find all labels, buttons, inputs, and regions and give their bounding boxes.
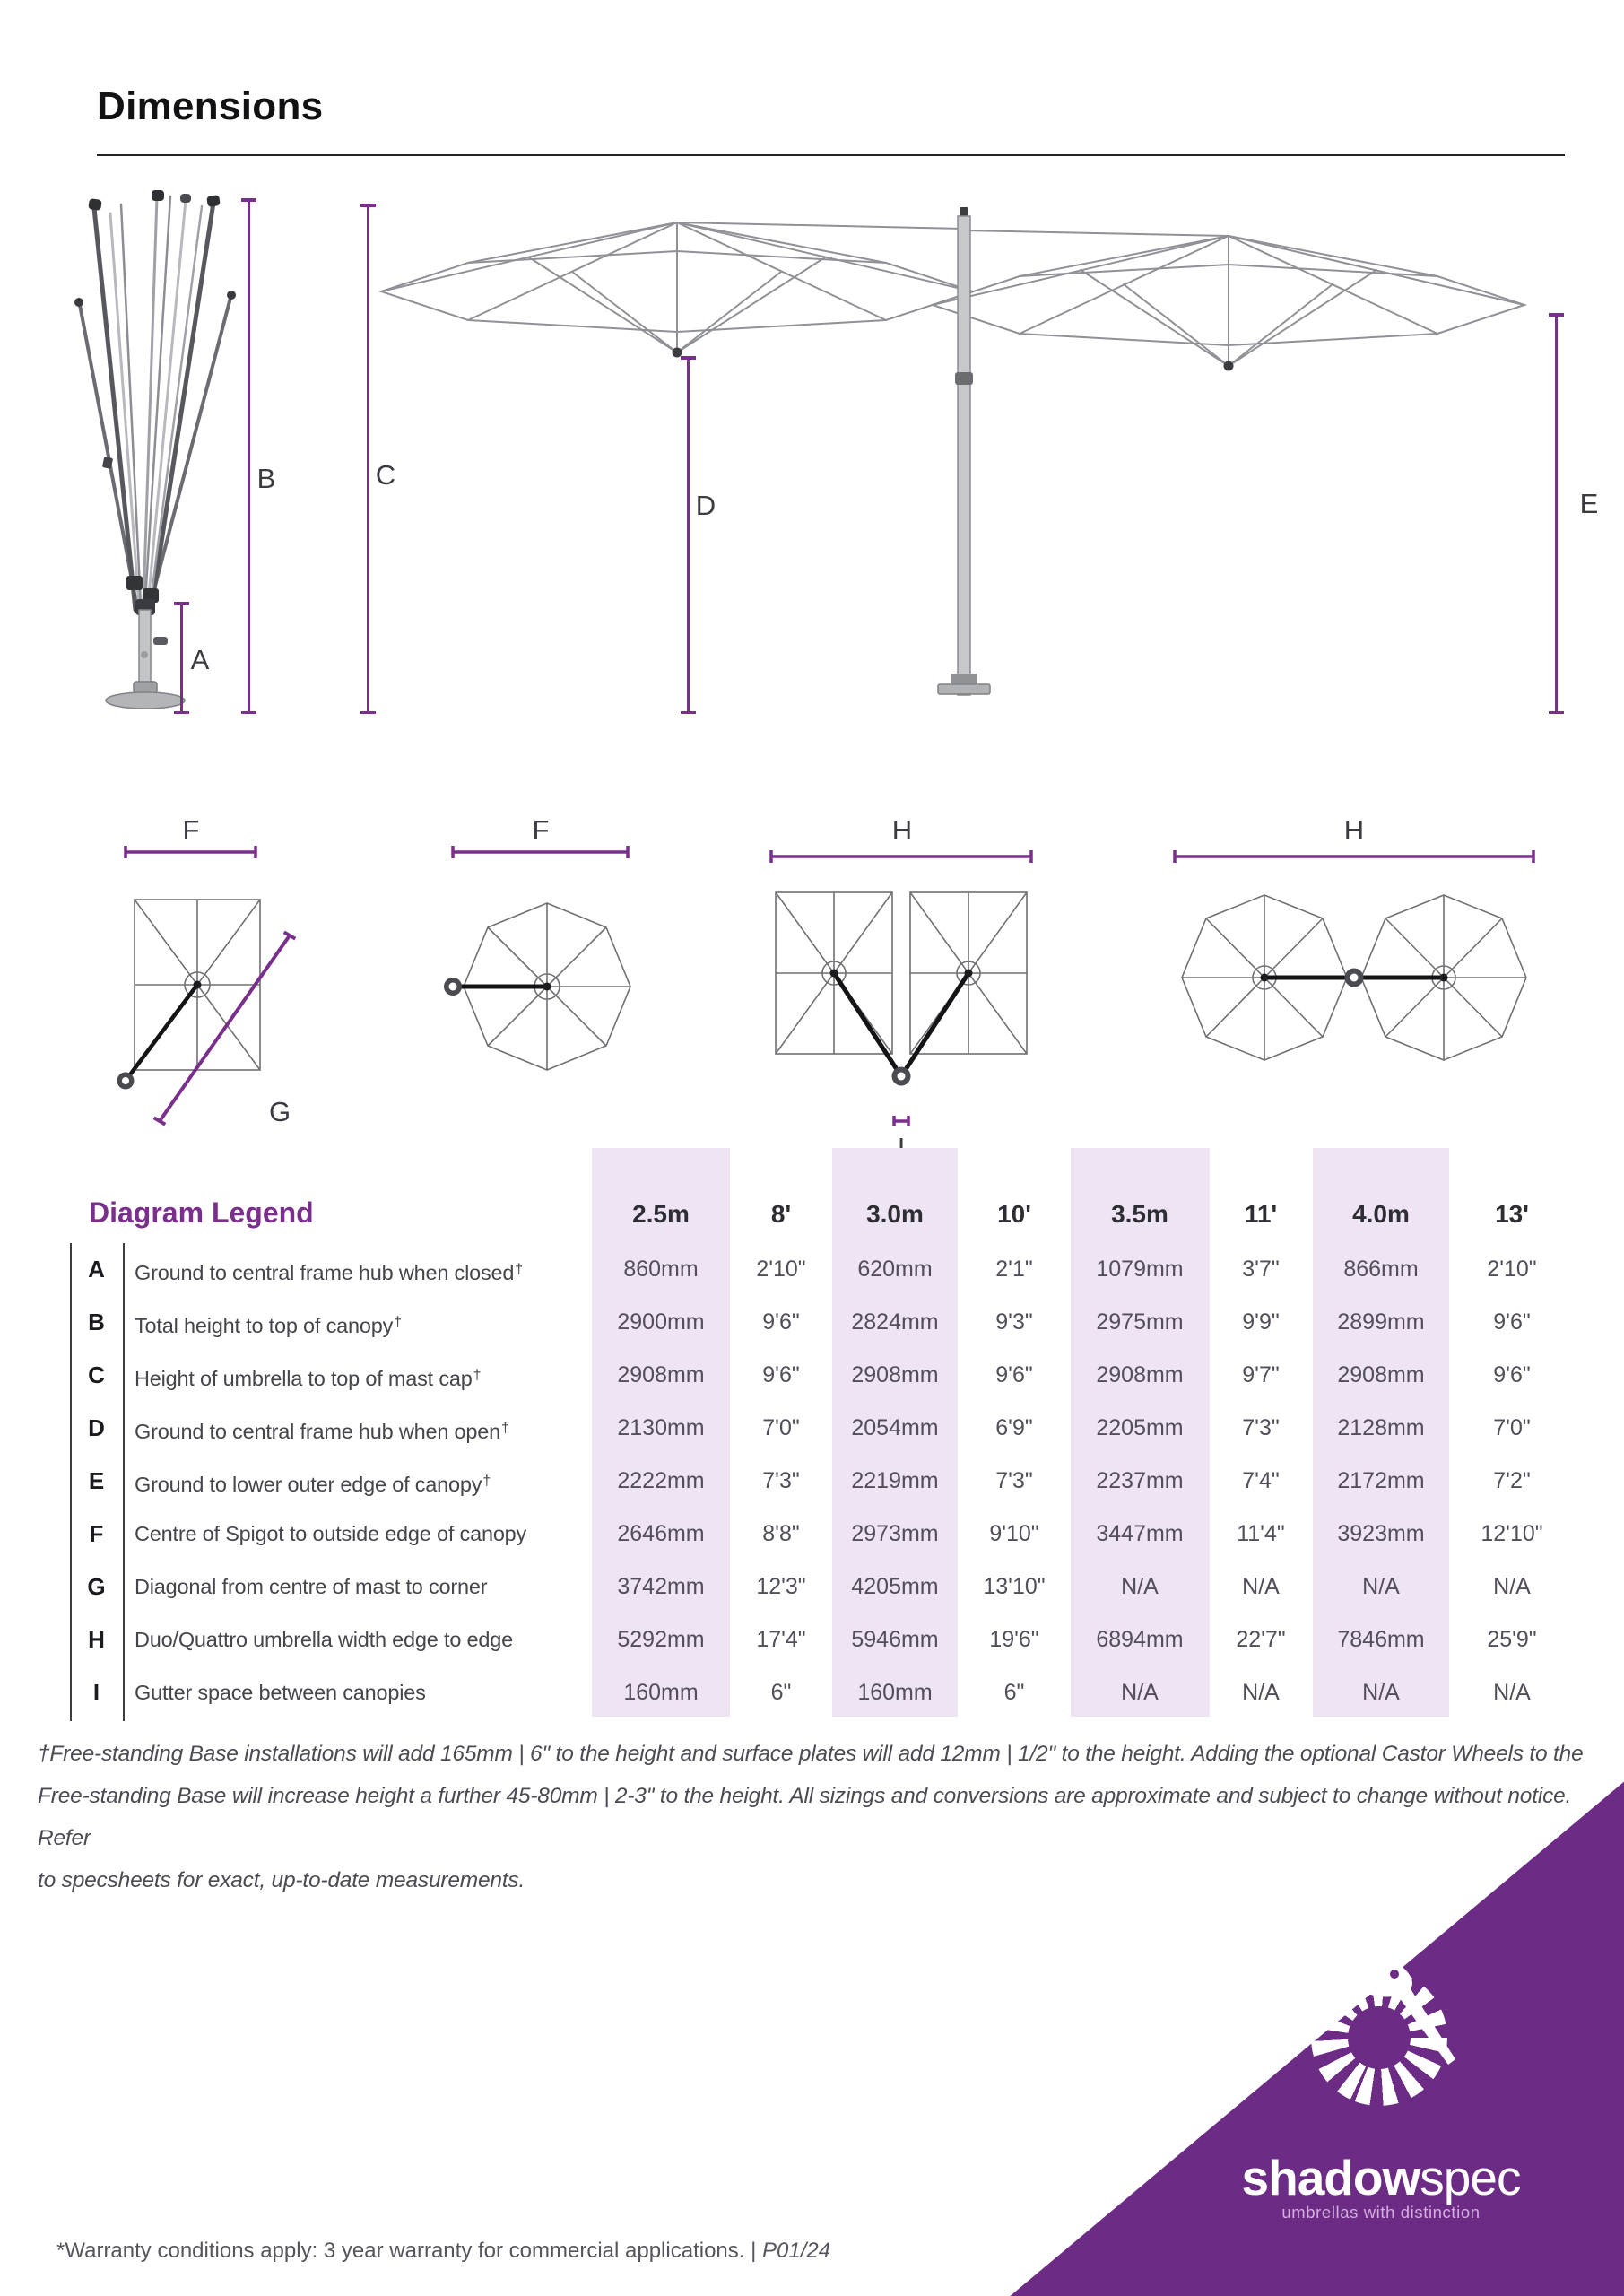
row-description: Diagonal from centre of mast to corner [135,1575,488,1598]
topview-single-octagon [430,812,664,1144]
dagger-mark: † [473,1368,482,1383]
table-row [51,1296,1565,1349]
table-cell: 5946mm [851,1627,939,1652]
diagram-legend-table [51,1141,1565,1735]
row-key: B [88,1309,105,1335]
dim-label-g: G [268,1096,291,1127]
table-row [51,1402,1565,1455]
table-cell: 2975mm [1096,1309,1184,1335]
row-description: Ground to central frame hub when open† [135,1420,509,1443]
dim-label-d: D [695,490,716,521]
table-cell: 2222mm [617,1468,705,1493]
table-cell: 3'7" [1242,1257,1280,1282]
row-description: Duo/Quattro umbrella width edge to edge [135,1628,513,1651]
table-cell: 620mm [857,1257,933,1282]
table-cell: 3923mm [1337,1521,1425,1546]
table-cell: 2237mm [1096,1468,1184,1493]
dim-label-h2: H [1343,814,1365,846]
table-cell: 2130mm [617,1415,705,1440]
table-cell: 2973mm [851,1521,939,1546]
table-cell: 3742mm [617,1574,705,1599]
table-row [51,1613,1565,1666]
row-key: E [88,1467,105,1494]
table-cell: 7'3" [762,1468,800,1493]
table-cell: N/A [1242,1680,1280,1705]
table-cell: N/A [1242,1574,1280,1599]
table-cell: 19'6" [989,1627,1039,1652]
warranty-note [56,2239,830,2264]
dim-label-f2: F [532,814,550,846]
dagger-mark: † [482,1474,491,1489]
table-row [51,1561,1565,1613]
row-key: D [88,1414,105,1441]
table-cell: 2128mm [1337,1415,1425,1440]
table-cell: 2900mm [617,1309,705,1335]
table-cell: 2'10" [756,1257,806,1282]
table-cell: 7'2" [1493,1468,1531,1493]
table-cell: 8'8" [762,1521,800,1546]
table-row [51,1455,1565,1508]
table-cell: 7846mm [1337,1627,1425,1652]
table-cell: 12'3" [756,1574,806,1599]
table-cell: N/A [1121,1574,1159,1599]
table-cell: 9'6" [1493,1309,1531,1335]
row-description: Ground to central frame hub when closed† [135,1261,523,1284]
row-description: Gutter space between canopies [135,1681,426,1704]
table-cell: 2054mm [851,1415,939,1440]
table-cell: 9'7" [1242,1362,1280,1387]
table-cell: 160mm [857,1680,933,1705]
table-cell: 22'7" [1236,1627,1286,1652]
dagger-mark: † [501,1421,509,1436]
row-key: G [87,1573,106,1600]
table-cell: 2908mm [1096,1362,1184,1387]
table-cell: 2219mm [851,1468,939,1493]
table-cell: 2899mm [1337,1309,1425,1335]
dagger-mark: † [515,1262,523,1277]
table-cell: 2'1" [995,1257,1033,1282]
dim-line-e [1555,314,1558,713]
topview-single-square [108,812,314,1144]
title-rule [97,154,1565,156]
column-header: 10' [997,1200,1031,1228]
table-cell: 5292mm [617,1627,705,1652]
table-cell: N/A [1121,1680,1159,1705]
footnote-line: †Free-standing Base installations will add 165mm | 6" to the height and surface plates will add 12mm | 1/2" to the height. Adding the optional Castor Wheels to the [38,1742,1584,1766]
brand-tagline: umbrellas with distinction [1281,2203,1481,2222]
row-description: Centre of Spigot to outside edge of canopy [135,1522,527,1545]
table-cell: 12'10" [1481,1521,1543,1546]
brand-name-bold: shadow [1241,2150,1420,2205]
dim-label-a: A [190,644,210,675]
brand-name [1193,2149,1569,2206]
table-cell: 25'9" [1487,1627,1537,1652]
table-cell: 4205mm [851,1574,939,1599]
dim-label-b: B [256,463,276,494]
table-cell: 7'0" [1493,1415,1531,1440]
table-cell: 1079mm [1096,1257,1184,1282]
table-cell: N/A [1493,1574,1531,1599]
table-cell: 9'6" [762,1362,800,1387]
dim-label-f1: F [182,814,200,846]
table-cell: 6'9" [995,1415,1033,1440]
table-cell: 7'0" [762,1415,800,1440]
column-header: 13' [1495,1200,1529,1228]
table-row [51,1349,1565,1402]
table-cell: 866mm [1343,1257,1419,1282]
kiwi-head-icon [1305,1944,1466,2115]
dim-line-b [248,199,250,713]
table-cell: 9'10" [989,1521,1039,1546]
table-cell: N/A [1362,1574,1400,1599]
table-cell: 160mm [623,1680,699,1705]
dim-label-e: E [1579,488,1599,519]
dim-line-a [180,603,183,713]
table-row [51,1508,1565,1561]
table-cell: 7'3" [1242,1415,1280,1440]
table-cell: 6" [770,1680,792,1705]
row-description: Height of umbrella to top of mast cap† [135,1367,482,1390]
table-cell: 2205mm [1096,1415,1184,1440]
dim-label-c: C [375,459,396,491]
table-cell: 7'3" [995,1468,1033,1493]
warranty-text: *Warranty conditions apply: 3 year warranty for commercial applications. | [56,2239,762,2263]
closed-umbrella-drawing [67,188,242,713]
table-cell: 9'9" [1242,1309,1280,1335]
row-key: C [88,1361,105,1388]
table-cell: 3447mm [1096,1521,1184,1546]
table-cell: 9'6" [762,1309,800,1335]
brand-name-light: spec [1420,2150,1521,2205]
legend-rows [51,1243,1565,1719]
table-cell: 9'3" [995,1309,1033,1335]
footnote [38,1733,1598,1901]
table-cell: 17'4" [756,1627,806,1652]
legend-title: Diagram Legend [89,1196,314,1229]
footnote-line: Free-standing Base will increase height a further 45-80mm | 2-3" to the height. All sizings and conversions are approximate and subject to change without notice. Refer [38,1784,1572,1850]
table-cell: N/A [1362,1680,1400,1705]
table-cell: 9'6" [995,1362,1033,1387]
table-cell: 7'4" [1242,1468,1280,1493]
table-cell: 6894mm [1096,1627,1184,1652]
table-cell: 2'10" [1487,1257,1537,1282]
topview-duo-octagon [1161,812,1547,1152]
column-header: 11' [1244,1200,1278,1228]
footnote-line: to specsheets for exact, up-to-date measurements. [38,1868,525,1892]
table-cell: 2908mm [851,1362,939,1387]
warranty-code: P01/24 [762,2239,831,2263]
row-key: H [88,1626,105,1653]
row-description: Ground to lower outer edge of canopy† [135,1473,491,1496]
dim-label-h1: H [891,814,913,846]
table-cell: 11'4" [1237,1521,1285,1546]
table-cell: 2646mm [617,1521,705,1546]
table-cell: 860mm [623,1257,699,1282]
table-cell: 2908mm [617,1362,705,1387]
page-title: Dimensions [97,84,324,128]
table-cell: 6" [1003,1680,1025,1705]
table-row [51,1666,1565,1719]
table-cell: 2824mm [851,1309,939,1335]
dim-line-d [687,357,690,713]
row-key: I [92,1679,100,1706]
column-header: 3.5m [1111,1200,1168,1228]
open-umbrella-drawing [332,193,1569,713]
column-header: 3.0m [866,1200,924,1228]
row-key: F [89,1520,104,1547]
table-cell: N/A [1493,1680,1531,1705]
table-cell: 2908mm [1337,1362,1425,1387]
row-key: A [88,1256,105,1283]
column-header: 4.0m [1352,1200,1410,1228]
table-row [51,1243,1565,1296]
column-header: 8' [770,1200,792,1228]
column-header: 2.5m [632,1200,690,1228]
table-cell: 9'6" [1493,1362,1531,1387]
table-cell: 2172mm [1337,1468,1425,1493]
table-cell: 13'10" [983,1574,1046,1599]
row-description: Total height to top of canopy† [135,1314,402,1337]
dagger-mark: † [394,1315,402,1330]
